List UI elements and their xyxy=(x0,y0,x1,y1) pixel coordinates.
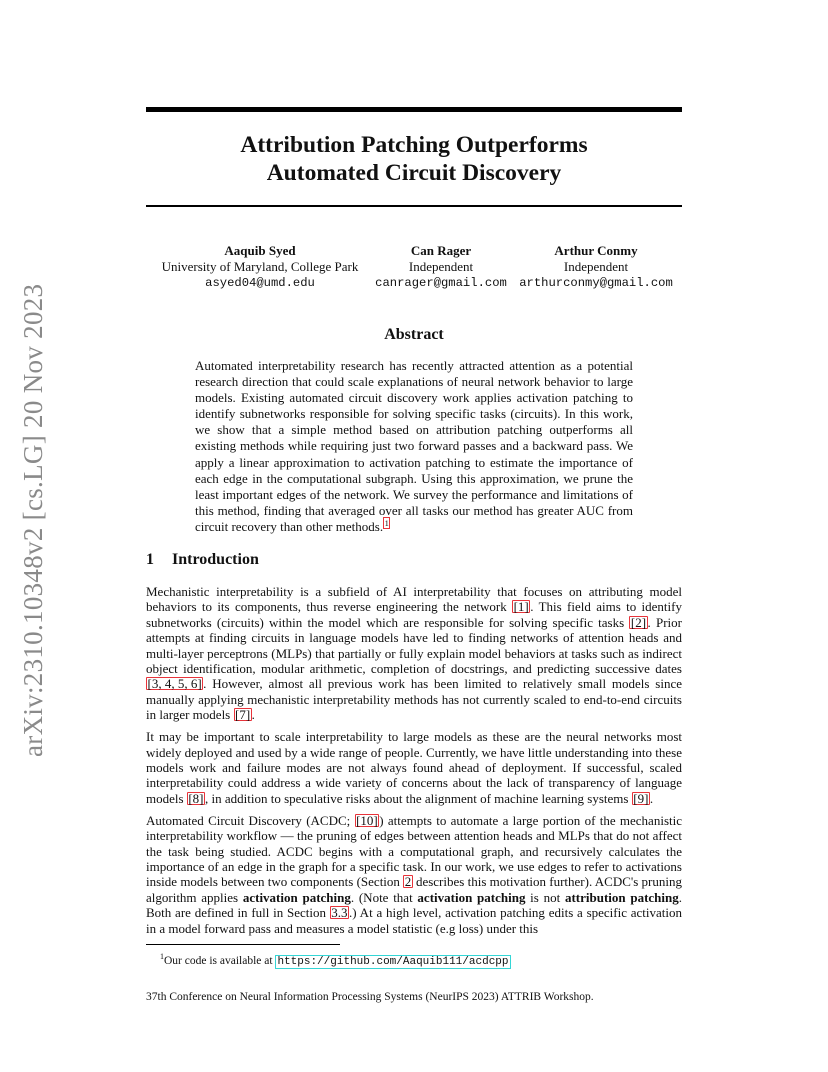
title-bottom-rule xyxy=(146,205,682,207)
footnote-rule xyxy=(146,944,340,945)
section-title: Introduction xyxy=(172,551,259,568)
arxiv-identifier: arXiv:2310.10348v2 [cs.LG] 20 Nov 2023 xyxy=(18,283,48,757)
citation-link[interactable]: [8] xyxy=(188,790,204,806)
author-rager xyxy=(374,243,508,291)
section-reference-link[interactable]: 2 xyxy=(404,874,412,890)
citation-link[interactable]: [1] xyxy=(513,599,529,615)
author-affiliation: Independent xyxy=(408,259,474,274)
author-conmy xyxy=(510,243,682,291)
citation-link[interactable]: [7] xyxy=(235,707,251,723)
citation-link[interactable]: [9] xyxy=(633,790,649,806)
paragraph-3: Automated Circuit Discovery (ACDC; [10] ) attempts to automate a large portion of the mechanistic interpretability workflow — the pruning of edges between attention heads and MLPs that do not affect the task being studied. ACDC begins with a computational graph, and recursively calculates the importance of an edge in the graph for a specific task. In our work, we use edges to refer to activations inside models between two components (Section 2 describes this motivation further). ACDC's pruning algorithm applies activation patching. (Note that activation patching is not attribution patching. Both are defined in full in Section 3.3 .) At a high level, activation patching edits a specific activation in a model forward pass and measures a model statistic (e.g loss) under this xyxy=(146,812,683,936)
section-heading-introduction xyxy=(146,551,682,569)
venue-footer: 37th Conference on Neural Information Processing Systems (NeurIPS 2023) ATTRIB Workshop. xyxy=(146,991,594,1003)
author-affiliation: University of Maryland, College Park xyxy=(161,259,359,274)
author-syed xyxy=(146,243,374,291)
abstract-heading: Abstract xyxy=(384,326,444,343)
author-name: Can Rager xyxy=(410,243,472,258)
paper-title xyxy=(146,131,682,187)
paragraph-1: Mechanistic interpretability is a subfield of AI interpretability that focuses on attributing model behaviors to its components, thus reverse engineering the network [1] . This field aims to identify subnetworks (circuits) within the model which are responsible for solving specific tasks [2] . Prior attempts at finding circuits in language models have led to finding networks of attention heads and multi-layer perceptrons (MLPs) that partially or fully explain model behaviors at tasks such as indirect object identification, modular arithmetic, completion of docstrings, and predicting successive dates [3, 4, 5, 6] . However, almost all previous work has been limited to relatively small models since manually applying mechanistic interpretability methods has not currently scaled to end-to-end circuits in larger models [7] . xyxy=(146,584,682,723)
author-name: Arthur Conmy xyxy=(554,243,638,258)
citation-link[interactable]: [2] xyxy=(630,614,647,630)
footnote-reference[interactable]: 1 xyxy=(384,517,389,528)
footnote: $^1$Our code is available at https://github.com/Aaquib111/acdcpp xyxy=(160,952,509,968)
code-url-link[interactable]: https://github.com/Aaquib111/acdcpp xyxy=(277,955,509,968)
title-line-2: Automated Circuit Discovery xyxy=(266,160,562,186)
abstract-body: Automated interpretability research has recently attracted attention as a potential research direction that could scale explanations of neural network behavior to large models. Existing automated circuit discovery work applies activation patching to identify subnetworks responsible for solving specific tasks (circuits). In this work, we show that a simple method based on attribution patching outperforms all existing methods while requiring just two forward passes and a backward pass. We apply a linear approximation to activation patching to estimate the importance of each edge in the computational subgraph. Using this approximation, we prune the least important edges of the network. We survey the performance and limitations of this method, finding that averaged over all tasks our method has greater AUC from circuit recovery than other methods. xyxy=(195,358,633,534)
section-reference-link[interactable]: 3.3 xyxy=(331,905,348,921)
citation-link[interactable]: [3, 4, 5, 6] xyxy=(147,676,202,692)
section-number: 1 xyxy=(146,551,154,568)
paragraph-2: It may be important to scale interpretability to large models as these are the neural networks most widely deployed and used by a wide range of people. Currently, we have little understanding into these models work and failure modes are not always found ahead of deployment. If successful, scaled interpretability could address a wide variety of concerns about the lack of transparency of language models [8] , in addition to speculative risks about the alignment of machine learning systems [9] . xyxy=(146,729,682,806)
author-email[interactable]: canrager@gmail.com xyxy=(375,276,507,290)
author-email[interactable]: asyed04@umd.edu xyxy=(205,276,315,290)
author-email[interactable]: arthurconmy@gmail.com xyxy=(519,276,673,290)
citation-link[interactable]: [10] xyxy=(356,812,378,828)
author-affiliation: Independent xyxy=(563,259,629,274)
author-block xyxy=(146,243,682,293)
abstract-text xyxy=(195,358,633,535)
title-top-rule xyxy=(146,107,682,112)
title-line-1: Attribution Patching Outperforms xyxy=(240,132,588,158)
introduction-body xyxy=(146,584,682,942)
author-name: Aaquib Syed xyxy=(224,243,296,258)
